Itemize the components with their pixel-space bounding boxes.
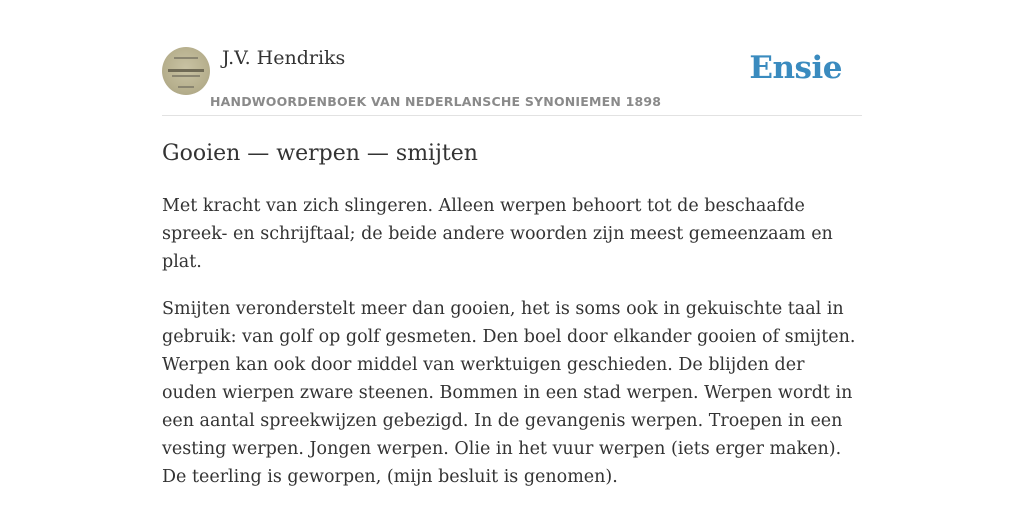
avatar-detail: [178, 86, 194, 88]
brand-logo[interactable]: Ensie: [749, 50, 842, 86]
avatar-detail: [172, 75, 200, 77]
source-title[interactable]: HANDWOORDENBOEK VAN NEDERLANSCHE SYNONIEMEN 1898: [210, 94, 662, 109]
header: [162, 44, 862, 116]
author-name[interactable]: J.V. Hendriks: [222, 47, 346, 69]
entry-paragraph: Smijten veronderstelt meer dan gooien, het is soms ook in gekuischte taal in gebruik: van golf op golf gesmeten. Den boel door elkander gooien of smijten. Werpen kan ook door middel van werktuigen geschieden. De blijden der ouden wierpen zware steenen. Bommen in een stad werpen. Werpen wordt in een aantal spreekwijzen gebezigd. In de gevangenis werpen. Troepen in een vesting werpen. Jongen werpen. Olie in het vuur werpen (iets erger maken). De teerling is geworpen, (mijn besluit is genomen).: [162, 299, 856, 487]
entry-paragraph: Met kracht van zich slingeren. Alleen werpen behoort tot de beschaafde spreek- en schrijftaal; de beide andere woorden zijn meest gemeenzaam en plat.: [162, 196, 833, 272]
entry-content: [162, 138, 862, 491]
avatar-detail: [168, 69, 204, 72]
entry-title: Gooien — werpen — smijten: [162, 141, 478, 166]
avatar-detail: [174, 57, 198, 59]
author-avatar[interactable]: [162, 47, 210, 95]
